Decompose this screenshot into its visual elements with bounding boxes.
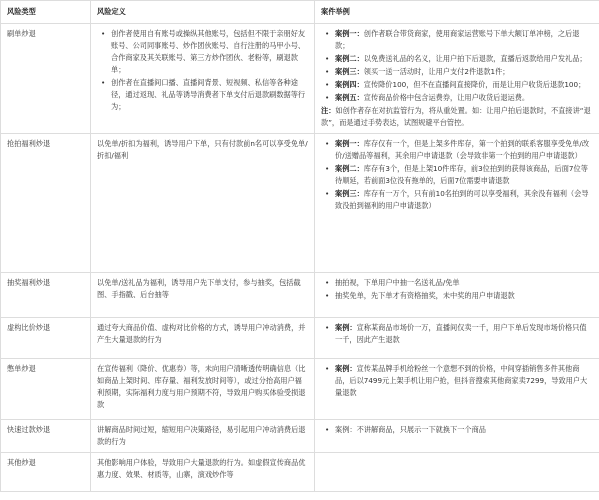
case-label: 案例： (335, 364, 357, 373)
case-list (321, 277, 593, 302)
case-list (321, 138, 593, 212)
case-item (335, 79, 593, 91)
risk-definition-cell: 讲解商品时间过短，缩短用户决策路径，易引起用户冲动消费后退款的行为 (91, 420, 315, 453)
case-item (335, 363, 593, 399)
case-text: 创作者联合带货商家，使用商家运营账号下单大额订单冲榜，之后退款； (335, 29, 580, 50)
table-row (1, 420, 599, 453)
risk-type-cell: 抢拍福利炒退 (1, 134, 91, 273)
case-list (321, 424, 593, 436)
case-text: 领买一送一活动时，让用户支付2件退款1件； (363, 67, 510, 76)
risk-definition-cell: 其他影响用户体验，导致用户大量退款的行为。如虚假宣传商品优惠力度、效果、材质等，山寨，演戏炒作等 (91, 453, 315, 492)
note (321, 105, 593, 129)
case-item (335, 66, 593, 78)
header-case-examples: 案件举例 (315, 1, 599, 24)
case-text: 宣传降价100，但不在直播间直接降价，而是让用户收货后退款100； (363, 80, 586, 89)
case-text: 库存仅有一个，但是上架多件库存，第一个拍到的联系客服享受免单/改价/送赠品等福利，其余用户申请退款（会导致非第一个拍到的用户申请退款） (335, 139, 590, 160)
case-item: • 案例：不讲解商品，只展示一下就换下一个商品 (335, 424, 593, 436)
case-item (335, 92, 593, 104)
definition-item: • 创作者使用自有账号或操纵其他账号，包括但不限于亲朋好友账号、公司同事账号、炒作团伙账号、自行注册的马甲小号、合作商家及其关联账号、第三方炒作团伙、老粉等，刷退款单； (111, 28, 308, 76)
case-text: 宣传某品牌手机给粉丝一个意想不到的价格，中间穿插销售多件其他商品，后以7499元上架手机让用户抢，但抖音搜索其他商家卖7299，导致用户大量退款 (335, 364, 588, 397)
table-row (1, 134, 599, 273)
risk-type-cell: 快速过款炒退 (1, 420, 91, 453)
risk-definition-cell: 通过夸大商品价值、虚构对比价格的方式，诱导用户冲动消费，并产生大量退款的行为 (91, 318, 315, 359)
case-item (335, 322, 593, 346)
case-label: 案例四： (335, 80, 364, 89)
risk-definition-cell: 以免单/折扣为福利，诱导用户下单，只有付款前n名可以享受免单/折扣/福利 (91, 134, 315, 273)
risk-definition-cell (91, 24, 315, 134)
case-examples-cell (315, 24, 599, 134)
case-text: 宣称某商品市场价一万，直播间仅卖一千，用户下单后发现市场价格只值一千，因此产生退款 (335, 323, 587, 344)
risk-type-cell: 抽奖福利炒退 (1, 273, 91, 318)
table-header-row (1, 1, 599, 24)
case-item: • 抽奖免单，先下单才有资格抽奖，未中奖的用户申请退款 (335, 290, 593, 302)
header-risk-definition: 风险定义 (91, 1, 315, 24)
table-row (1, 24, 599, 134)
case-list (321, 363, 593, 399)
table-row (1, 318, 599, 359)
case-label: 案例一： (335, 139, 364, 148)
case-examples-cell (315, 359, 599, 420)
risk-type-cell: 其他炒退 (1, 453, 91, 492)
definition-list (97, 28, 308, 113)
case-examples-cell (315, 420, 599, 453)
risk-type-cell: 刷单炒退 (1, 24, 91, 134)
risk-type-cell: 憋单炒退 (1, 359, 91, 420)
case-text: 以免费送礼品的名义，让用户拍下后退款，直播后返款给用户发礼品； (363, 54, 587, 63)
case-text: 库存有一万个，只有前10名拍到的可以享受福利，其余没有福利（会导致没拍到福利的用户申请退款） (335, 189, 589, 210)
case-label: 案例五： (335, 93, 364, 102)
case-label: 案例三： (335, 189, 364, 198)
case-label: 案例一： (335, 29, 364, 38)
case-label: 案例二： (335, 54, 364, 63)
header-risk-type: 风险类型 (1, 1, 91, 24)
case-item: • 抽拍视，下单用户中抽一名送礼品/免单 (335, 277, 593, 289)
case-item (335, 53, 593, 65)
case-list (321, 28, 593, 104)
case-item (335, 188, 593, 212)
table-row (1, 453, 599, 492)
case-examples-cell (315, 318, 599, 359)
case-list (321, 322, 593, 346)
risk-definition-cell: 在宣传福利（降价、优惠券）等，未向用户清晰透传明确信息（比如商品上架时间、库存量、福利发放时间等），或过分抬高用户福利预期，实际福利力度与用户预期不符，导致用户购买体验受损退款 (91, 359, 315, 420)
case-examples-cell (315, 134, 599, 273)
case-examples-cell (315, 273, 599, 318)
case-examples-cell (315, 453, 599, 492)
case-label: 案例： (335, 323, 357, 332)
case-item (335, 163, 593, 187)
risk-definition-cell: 以免单/送礼品为福利，诱导用户先下单支付，参与抽奖，包括截图、手指戳、后台抽等 (91, 273, 315, 318)
case-item (335, 138, 593, 162)
risk-type-cell: 虚构比价炒退 (1, 318, 91, 359)
table-row (1, 359, 599, 420)
case-label: 案例二： (335, 164, 364, 173)
case-text: 库存有3个，但是上架10件库存，前3位拍到的获得该商品，后面7位等待顺延，若前面3位没有拖单的，后面7位需要申请退款 (335, 164, 588, 185)
definition-item: • 创作者在直播间口播、直播间背景、短视频、私信等各种途径，通过返现、礼品等诱导消费者下单支付后退款刷数据等行为； (111, 77, 308, 113)
case-item (335, 28, 593, 52)
table-row (1, 273, 599, 318)
case-label: 案例三： (335, 67, 364, 76)
note-label: 注： (321, 106, 336, 115)
case-text: 宣传商品价格中包含运费券，让用户收货后退运费。 (363, 93, 530, 102)
note-text: 如创作者存在对抗监管行为，将从重处置。如：让用户拍后退款时，不直接讲“退款”，而是通过手势表达，试图规避平台管控。 (321, 106, 591, 127)
